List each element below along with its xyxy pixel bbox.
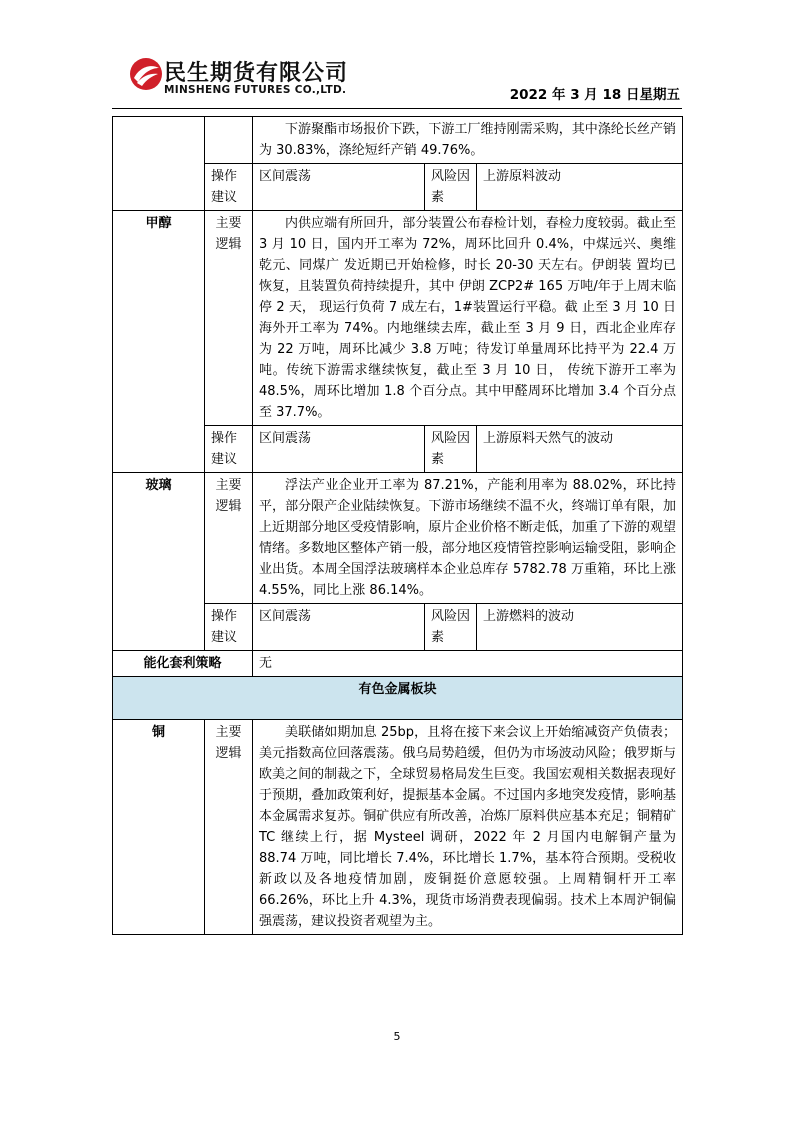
risk-label: 风险因素 <box>425 164 477 211</box>
logic-label: 主要逻辑 <box>205 473 253 604</box>
risk-value: 上游原料天然气的波动 <box>477 426 683 473</box>
polyester-logic-row <box>113 117 683 164</box>
glass-logic-text: 浮法产业企业开工率为 87.21%，产能利用率为 88.02%，环比持平，部分限产企业陆续恢复。下游市场继续不温不火，终端订单有限，加上近期部分地区受疫情影响，原片企业价格不断走低，加重了下游的观望情绪。多数地区整体产销一般，部分地区疫情管控影响运输受阻，影响企业出货。本周全国浮法玻璃样本企业总库存 5782.78 万重箱，环比上涨 4.55%，同比上涨 86.14%。 <box>253 473 683 604</box>
copper-logic-row <box>113 720 683 935</box>
minsheng-logo-icon <box>128 56 164 92</box>
brand-name-cn: 民生期货有限公司 <box>164 61 349 86</box>
op-label: 操作建议 <box>205 426 253 473</box>
methanol-logic-text: 内供应端有所回升，部分装置公布春检计划，春检力度较弱。截止至 3 月 10 日，国内开工率为 72%，周环比回升 0.4%，中煤远兴、奥维乾元、同煤广 发近期已开始检修，时长 20-30 天左右。伊朗装 置均已恢复，且装置负荷持续提升，其中 伊朗 ZCP2# 165 万吨/年于上周末临停 2 天， 现运行负荷 7 成左右，1#装置运行平稳。截 止至 3 月 10 日海外开工率为 74%。内地继续去库，截止至 3 月 9 日，西北企业库存为 22 万吨，周环比减少 3.8 万吨；待发订单量周环比持平为 22.4 万吨。传统下游需求继续恢复，截止至 3 月 10 日， 传统下游开工率为 48.5%，周环比增加 1.8 个百分点。其中甲醛周环比增加 3.4 个百分点至 37.7%。 <box>253 211 683 426</box>
product-name-glass: 玻璃 <box>113 473 205 651</box>
commodity-table <box>112 116 683 935</box>
product-cell-empty <box>113 117 205 211</box>
report-date: 2022 年 3 月 18 日星期五 <box>509 87 680 103</box>
op-value: 区间震荡 <box>253 604 425 651</box>
methanol-logic-row <box>113 211 683 426</box>
logic-label: 主要逻辑 <box>205 211 253 426</box>
label-cell-empty <box>205 117 253 164</box>
section-row <box>113 677 683 720</box>
op-value: 区间震荡 <box>253 426 425 473</box>
brand-name-en: MINSHENG FUTURES CO.,LTD. <box>164 84 347 96</box>
page-number: 5 <box>393 1030 401 1043</box>
polyester-logic-text: 下游聚酯市场报价下跌，下游工厂维持刚需采购，其中涤纶长丝产销为 30.83%，涤纶短纤产销 49.76%。 <box>253 117 683 164</box>
risk-value: 上游燃料的波动 <box>477 604 683 651</box>
op-label: 操作建议 <box>205 164 253 211</box>
copper-logic-text: 美联储如期加息 25bp，且将在接下来会议上开始缩减资产负债表；美元指数高位回落震荡。俄乌局势趋缓，但仍为市场波动风险；俄罗斯与欧美之间的制裁之下，全球贸易格局发生巨变。我国宏观相关数据表现好于预期，叠加政策利好，提振基本金属。不过国内多地突发疫情，影响基本金属需求复苏。铜矿供应有所改善，冶炼厂原料供应基本充足；铜精矿 TC 继续上行，据 Mysteel 调研，2022 年 2 月国内电解铜产量为 88.74 万吨，同比增长 7.4%，环比增长 1.7%，基本符合预期。受税收新政以及各地疫情加剧，废铜挺价意愿较强。上周精铜杆开工率 66.26%，环比上升 4.3%，现货市场消费表现偏弱。技术上本周沪铜偏强震荡，建议投资者观望为主。 <box>253 720 683 935</box>
risk-label: 风险因素 <box>425 426 477 473</box>
glass-logic-row <box>113 473 683 604</box>
page-header <box>112 50 682 110</box>
op-label: 操作建议 <box>205 604 253 651</box>
product-name-copper: 铜 <box>113 720 205 935</box>
risk-label: 风险因素 <box>425 604 477 651</box>
section-title: 有色金属板块 <box>113 677 683 720</box>
strategy-value: 无 <box>253 651 683 677</box>
strategy-row <box>113 651 683 677</box>
header-rule <box>112 108 682 109</box>
risk-value: 上游原料波动 <box>477 164 683 211</box>
strategy-label: 能化套利策略 <box>113 651 253 677</box>
logic-label: 主要逻辑 <box>205 720 253 935</box>
op-value: 区间震荡 <box>253 164 425 211</box>
product-name-methanol: 甲醇 <box>113 211 205 473</box>
